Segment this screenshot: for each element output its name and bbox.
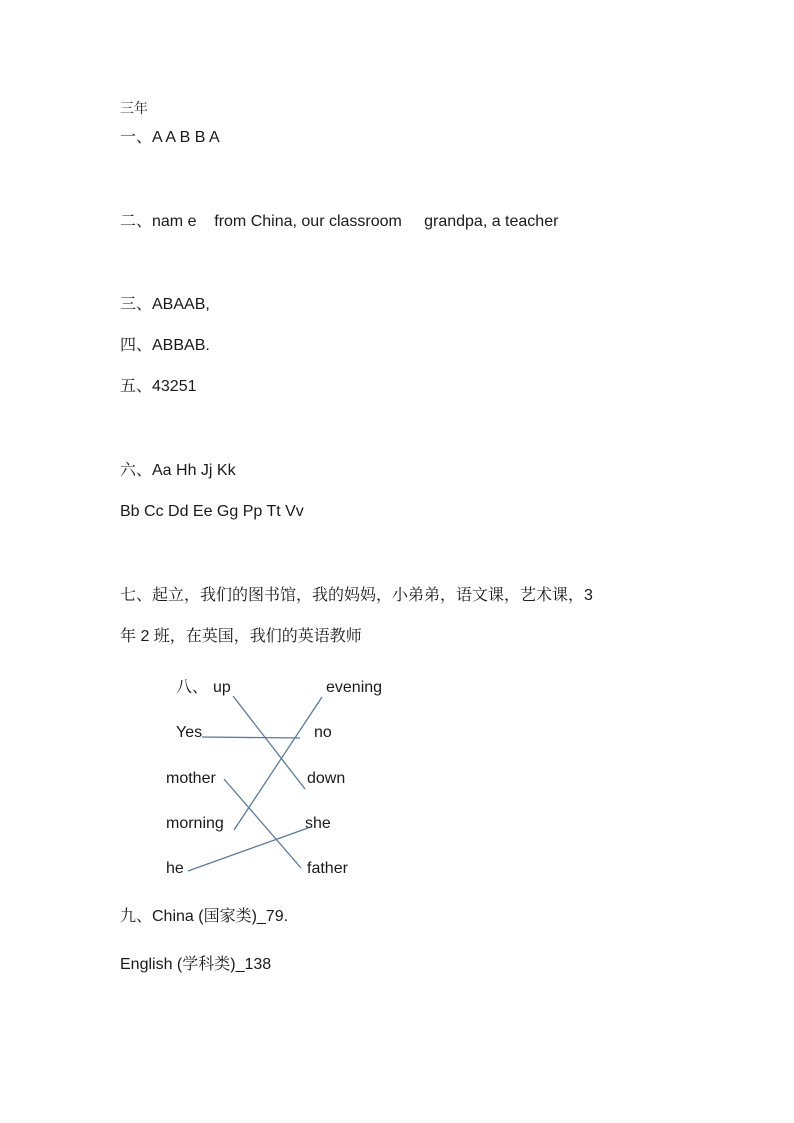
answer-8-label: 八、 (176, 679, 209, 696)
match-right-father: father (307, 860, 348, 877)
match-line-up-down (233, 696, 305, 789)
answer-3: 三、ABAAB, (120, 296, 210, 313)
answer-4: 四、ABBAB. (120, 337, 210, 354)
match-right-no: no (314, 724, 332, 741)
match-line-morning-evening (234, 697, 322, 830)
match-right-she: she (305, 815, 331, 832)
answer-5: 五、43251 (120, 378, 197, 395)
answer-6-line-1: 六、Aa Hh Jj Kk (120, 462, 236, 479)
answer-2: 二、nam e from China, our classroom grandpa, a teacher (120, 213, 559, 230)
match-left-up: up (213, 679, 231, 696)
match-line-yes-no (202, 737, 300, 738)
match-left-he: he (166, 860, 184, 877)
answer-6-line-2: Bb Cc Dd Ee Gg Pp Tt Vv (120, 503, 304, 520)
match-right-down: down (307, 770, 346, 787)
match-left-mother: mother (166, 770, 216, 787)
match-left-morning: morning (166, 815, 224, 832)
match-left-yes: Yes (176, 724, 203, 741)
answer-7-line-2: 年 2 班，在英国，我们的英语教师 (120, 628, 362, 645)
match-right-evening: evening (326, 679, 383, 696)
match-line-he-she (188, 828, 308, 871)
grade-label: 三年 (120, 100, 148, 116)
answer-9-line-2: English (学科类)_138 (120, 956, 272, 973)
answer-7-line-1: 七、起立，我们的图书馆，我的妈妈，小弟弟，语文课，艺术课，3 (120, 587, 593, 604)
answer-9-line-1: 九、China (国家类)_79. (120, 908, 289, 925)
answer-1: 一、A A B B A (120, 129, 220, 146)
